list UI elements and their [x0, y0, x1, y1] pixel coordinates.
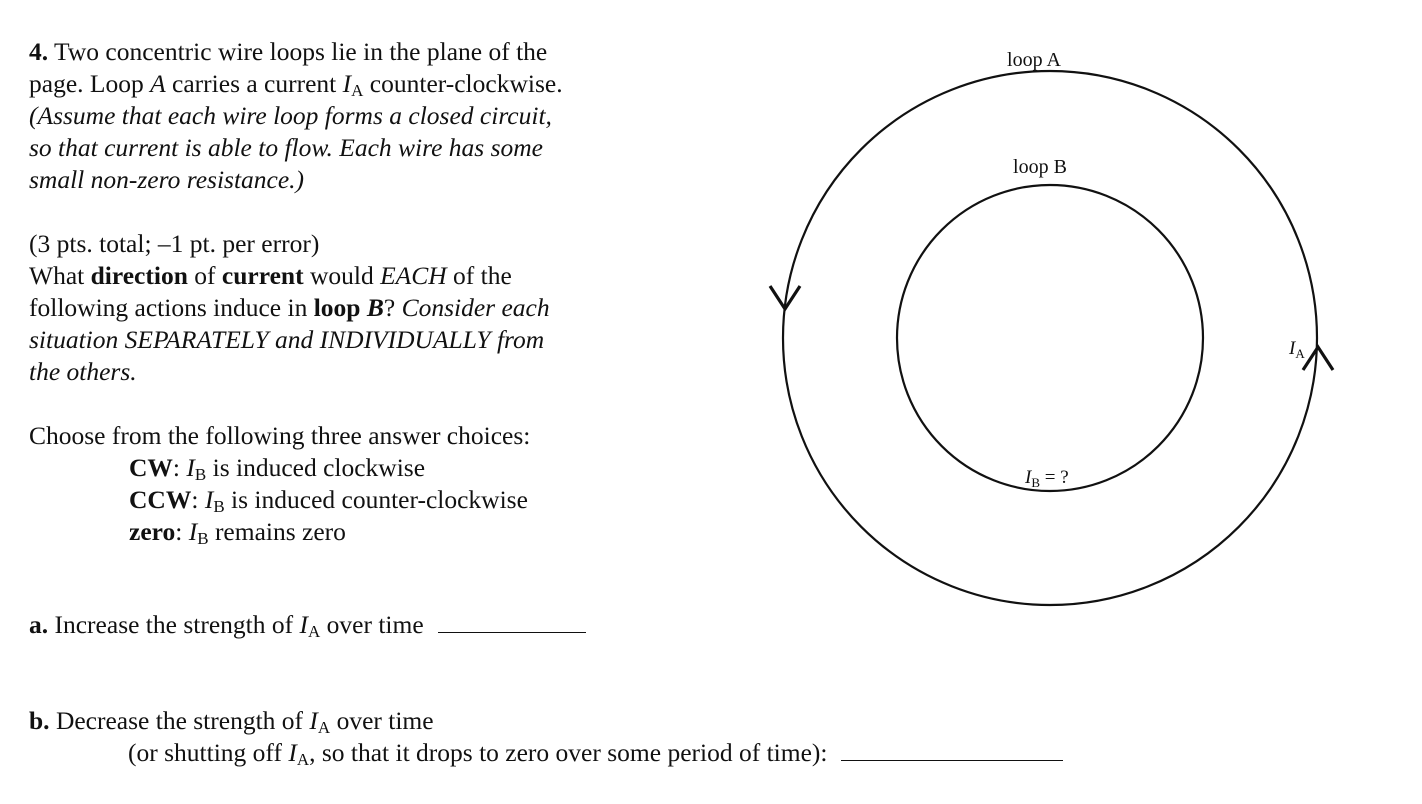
part-a-label: a.: [29, 610, 49, 639]
assumption-line-1: (Assume that each wire loop forms a closed circuit,: [29, 101, 552, 130]
ask-line-3: situation SEPARATELY and INDIVIDUALLY from: [29, 325, 545, 354]
question-block: [29, 36, 627, 548]
assumption-line-3: small non-zero resistance.): [29, 165, 305, 194]
ia-label: $I_A$: [1289, 338, 1305, 361]
answer-choices: [29, 452, 627, 548]
question-number: 4.: [29, 37, 49, 66]
points-note: (3 pts. total; –1 pt. per error): [29, 229, 320, 258]
part-b-line-2: (or shutting off $I_A$, so that it drops to zero over some period of time):: [29, 737, 1063, 769]
part-b: [29, 705, 1063, 769]
loop-a-circle: [783, 71, 1317, 605]
question-intro-line-2: page. Loop A carries a current $I_A$ counter-clockwise.: [29, 69, 563, 100]
answer-blank-b[interactable]: [841, 740, 1063, 761]
choice-cw: CW: $I_B$ is induced clockwise: [129, 453, 426, 484]
question-intro-line-1: 4. Two concentric wire loops lie in the plane of the: [29, 37, 548, 66]
ib-label: $I_B$ = ?: [1025, 467, 1069, 490]
choice-zero: zero: $I_B$ remains zero: [129, 517, 346, 548]
answer-blank-a[interactable]: [438, 612, 586, 633]
part-a: a. Increase the strength of $I_A$ over time: [29, 609, 586, 641]
ask-line-4: the others.: [29, 357, 137, 386]
assumption-line-2: so that current is able to flow. Each wire has some: [29, 133, 543, 162]
arrow-up-icon: [1303, 347, 1333, 370]
choices-intro: Choose from the following three answer choices:: [29, 421, 531, 450]
choice-ccw: CCW: $I_B$ is induced counter-clockwise: [129, 485, 528, 516]
loop-b-circle: [897, 185, 1203, 491]
loop-b-label: loop B: [1013, 156, 1067, 178]
ask-line-1: What direction of current would EACH of the: [29, 261, 512, 290]
part-b-line-1: b. Decrease the strength of $I_A$ over time: [29, 706, 434, 737]
part-b-label: b.: [29, 706, 50, 735]
loop-a-label: loop A: [1007, 49, 1061, 71]
ask-line-2: following actions induce in loop B? Consider each: [29, 293, 550, 322]
concentric-loops-diagram: [740, 30, 1380, 630]
